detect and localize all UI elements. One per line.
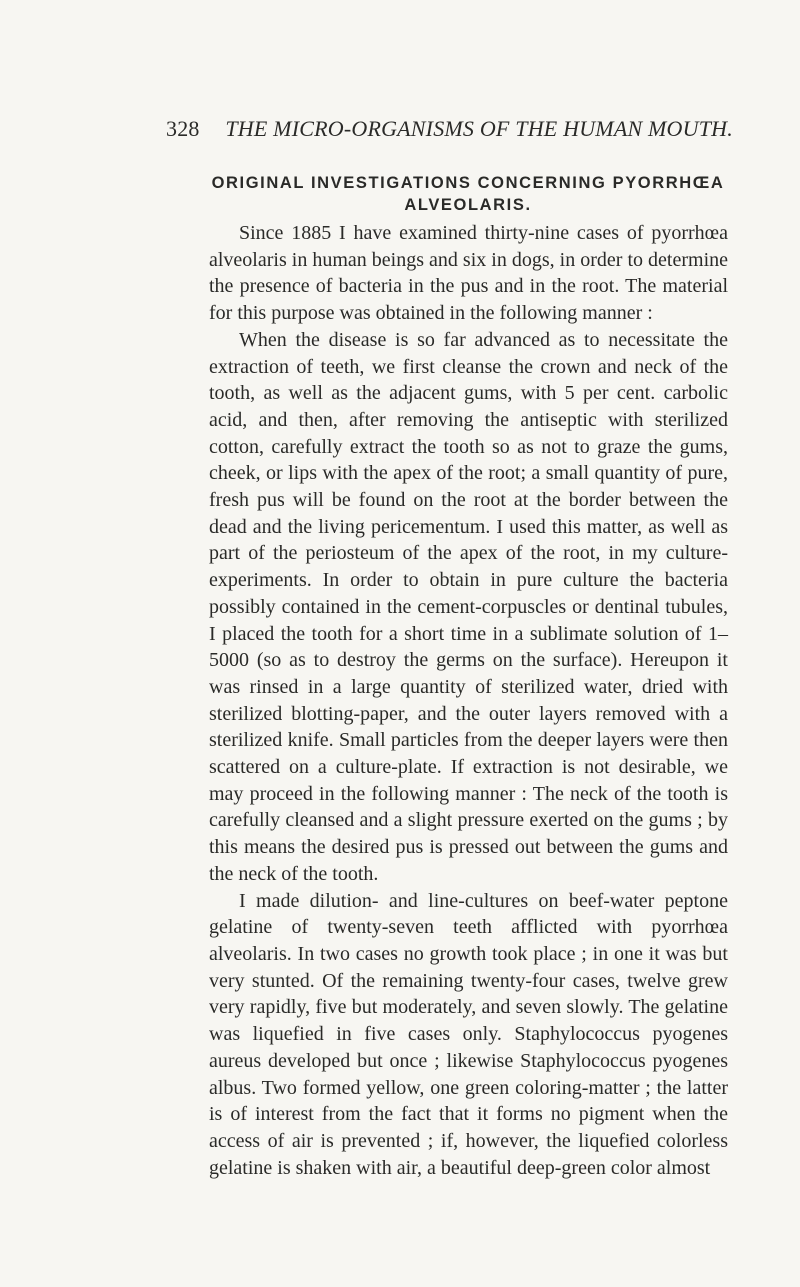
page-number: 328 [166,116,200,141]
running-head [166,116,733,142]
paragraph: I made dilution- and line-cultures on beef-water peptone gelatine of twenty-seven teeth afflicted with pyorrhœa alveolaris. In two cases no growth took place ; in one it was but very stunted. Of the remaining twenty-four cases, twelve grew very rapidly, five but moderately, and seven slowly. The gelatine was liquefied in five cases only. Staphylococcus pyogenes aureus developed but once ; likewise Staphylococcus pyogenes albus. Two formed yellow, one green coloring-matter ; the latter is of interest from the fact that it forms no pigment when the access of air is prevented ; if, however, the liquefied colorless gelatine is shaken with air, a beautiful deep-green color almost [209,889,728,1179]
paragraph: When the disease is so far advanced as to necessitate the extraction of teeth, we first cleanse the crown and neck of the tooth, as well as the adjacent gums, with 5 per cent. carbolic acid, and then, after removing the antiseptic with sterilized cotton, carefully extract the tooth so as not to graze the gums, cheek, or lips with the apex of the root; a small quantity of pure, fresh pus will be found on the root at the border between the dead and the living pericementum. I used this matter, as well as part of the periosteum of the apex of the root, in my culture-experiments. In order to obtain in pure culture the bacteria possibly contained in the cement-corpuscles or dentinal tubules, I placed the tooth for a short time in a sublimate solution of 1–5000 (so as to destroy the germs on the surface). Hereupon it was rinsed in a large quantity of sterilized water, dried with sterilized blotting-paper, and the outer layers removed with a sterilized knife. Small particles from the deeper layers were then scattered on a culture-plate. If extraction is not desirable, we may proceed in the following manner : The neck of the tooth is carefully cleansed and a slight pressure exerted on the gums ; by this means the desired pus is pressed out between the gums and the neck of the tooth. [209,328,728,885]
paragraph: Since 1885 I have examined thirty-nine cases of pyorrhœa alveolaris in human beings and six in dogs, in order to determine the presence of bacteria in the pus and in the root. The material for this purpose was obtained in the following manner : [209,222,728,325]
section-heading: ORIGINAL INVESTIGATIONS CONCERNING PYORRHŒA ALVEOLARIS. [211,174,725,214]
book-title: THE MICRO-ORGANISMS OF THE HUMAN MOUTH. [225,116,733,141]
body-text [209,220,728,1181]
